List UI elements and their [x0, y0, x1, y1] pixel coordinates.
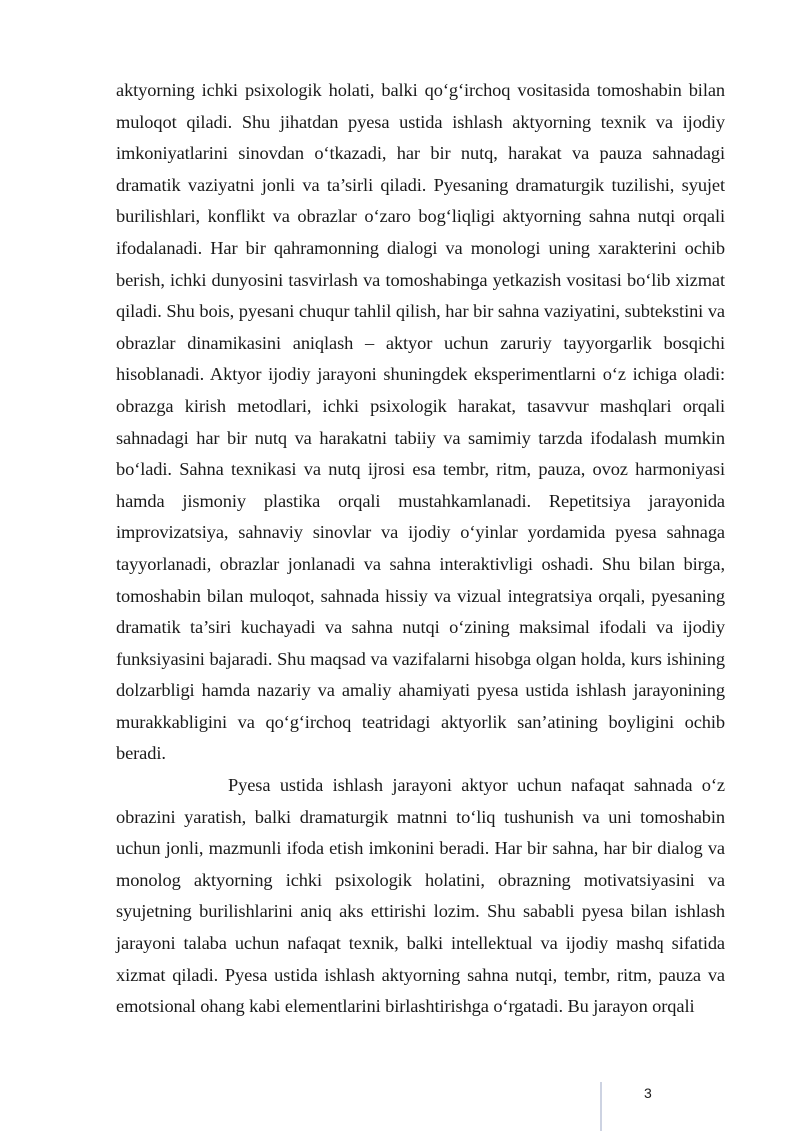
- body-paragraph-1: aktyorning ichki psixologik holati, balki qo‘g‘irchoq vositasida tomoshabin bilan muloqot qiladi. Shu jihatdan pyesa ustida ishlash aktyorning texnik va ijodiy imkoniyatlarini sinovdan o‘tkazadi, har bir nutq, harakat va pauza sahnadagi dramatik vaziyatni jonli va ta’sirli qiladi. Pyesaning dramaturgik tuzilishi, syujet burilishlari, konflikt va obrazlar o‘zaro bog‘liqligi aktyorning sahna nutqi orqali ifodalanadi. Har bir qahramonning dialogi va monologi uning xarakterini ochib berish, ichki dunyosini tasvirlash va tomoshabinga yetkazish vositasi bo‘lib xizmat qiladi. Shu bois, pyesani chuqur tahlil qilish, har bir sahna vaziyatini, subtekstini va obrazlar dinamikasini aniqlash – aktyor uchun zaruriy tayyorgarlik bosqichi hisoblanadi. Aktyor ijodiy jarayoni shuningdek eksperimentlarni o‘z ichiga oladi: obrazga kirish metodlari, ichki psixologik harakat, tasavvur mashqlari orqali sahnadagi har bir nutq va harakatni tabiiy va samimiy tarzda ifodalash mumkin bo‘ladi. Sahna texnikasi va nutq ijrosi esa tembr, ritm, pauza, ovoz harmoniyasi hamda jismoniy plastika orqali mustahkamlanadi. Repetitsiya jarayonida improvizatsiya, sahnaviy sinovlar va ijodiy o‘yinlar yordamida pyesa sahnaga tayyorlanadi, obrazlar jonlanadi va sahna interaktivligi oshadi. Shu bilan birga, tomoshabin bilan muloqot, sahnada hissiy va vizual integratsiya orqali, pyesaning dramatik ta’siri kuchayadi va sahna nutqi o‘zining maksimal ifodali va ijodiy funksiyasini bajaradi. Shu maqsad va vazifalarni hisobga olgan holda, kurs ishining dolzarbligi hamda nazariy va amaliy ahamiyati pyesa ustida ishlash jarayonining murakkabligini va qo‘g‘irchoq teatridagi aktyorlik san’atining boyligini ochib beradi.: [116, 80, 725, 764]
- body-paragraph-2: Pyesa ustida ishlash jarayoni aktyor uchun nafaqat sahnada o‘z obrazini yaratish, balki dramaturgik matnni to‘liq tushunish va uni tomoshabin uchun jonli, mazmunli ifoda etish imkonini beradi. Har bir sahna, har bir dialog va monolog aktyorning ichki psixologik holatini, obrazning motivatsiyasini va syujetning burilishlarini aniq aks ettirishi lozim. Shu sababli pyesa bilan ishlash jarayoni talaba uchun nafaqat texnik, balki intellektual va ijodiy mashq sifatida xizmat qiladi. Pyesa ustida ishlash aktyorning sahna nutqi, tembr, ritm, pauza va emotsional ohang kabi elementlarini birlashtirishga o‘rgatadi. Bu jarayon orqali: [116, 775, 725, 1017]
- footer-divider: [600, 1082, 602, 1131]
- page-body: [116, 75, 725, 1023]
- page-number: 3: [644, 1085, 652, 1101]
